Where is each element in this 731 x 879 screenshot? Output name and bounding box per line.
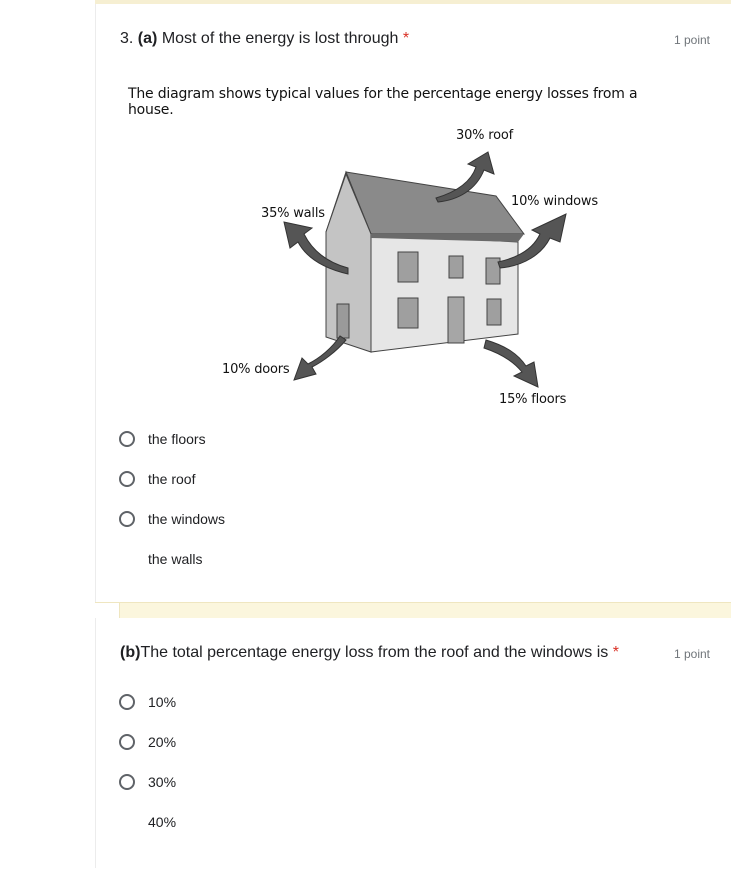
option-the-floors[interactable] [118, 427, 206, 451]
house-illustration [126, 82, 646, 412]
radio-button[interactable] [119, 814, 135, 830]
option-label: the windows [148, 511, 226, 527]
label-roof: 30% roof [456, 128, 513, 143]
radio-button[interactable] [119, 774, 135, 790]
option-the-walls[interactable] [118, 547, 202, 571]
diagram-caption: The diagram shows typical values for the percentage energy losses from a house. [128, 86, 638, 118]
points-badge: 1 point [673, 33, 710, 47]
radio-button[interactable] [119, 511, 135, 527]
question-title [120, 644, 619, 662]
question-part: (a) [137, 30, 158, 47]
option-label: 30% [148, 774, 177, 790]
option-label: the floors [148, 431, 206, 447]
option-label: the roof [148, 471, 196, 487]
option-the-windows[interactable] [118, 507, 225, 531]
option-label: the walls [148, 551, 203, 567]
points-badge: 1 point [673, 647, 710, 661]
question-number: 3. [120, 30, 134, 47]
energy-loss-diagram [126, 82, 646, 412]
option-40-percent[interactable] [118, 810, 176, 834]
option-label: 40% [148, 814, 177, 830]
radio-button[interactable] [119, 694, 135, 710]
option-label: 10% [148, 694, 177, 710]
option-30-percent[interactable] [118, 770, 176, 794]
question-text: Most of the energy is lost through [161, 30, 399, 47]
radio-button[interactable] [119, 734, 135, 750]
label-doors: 10% doors [222, 362, 290, 377]
radio-button[interactable] [119, 551, 135, 567]
option-20-percent[interactable] [118, 730, 176, 754]
radio-button[interactable] [119, 431, 135, 447]
question-title [120, 30, 409, 48]
radio-button[interactable] [119, 471, 135, 487]
label-floors: 15% floors [499, 392, 567, 407]
label-windows: 10% windows [511, 194, 598, 209]
option-the-roof[interactable] [118, 467, 195, 491]
question-card-3b [95, 618, 731, 868]
question-part: (b) [120, 644, 141, 661]
required-asterisk: * [402, 30, 410, 47]
question-card-3a [95, 4, 731, 602]
question-text: The total percentage energy loss from the roof and the windows is [140, 644, 609, 661]
label-walls: 35% walls [261, 206, 325, 221]
option-label: 20% [148, 734, 177, 750]
required-asterisk: * [612, 644, 619, 661]
option-10-percent[interactable] [118, 690, 176, 714]
divider-notch [95, 603, 120, 619]
